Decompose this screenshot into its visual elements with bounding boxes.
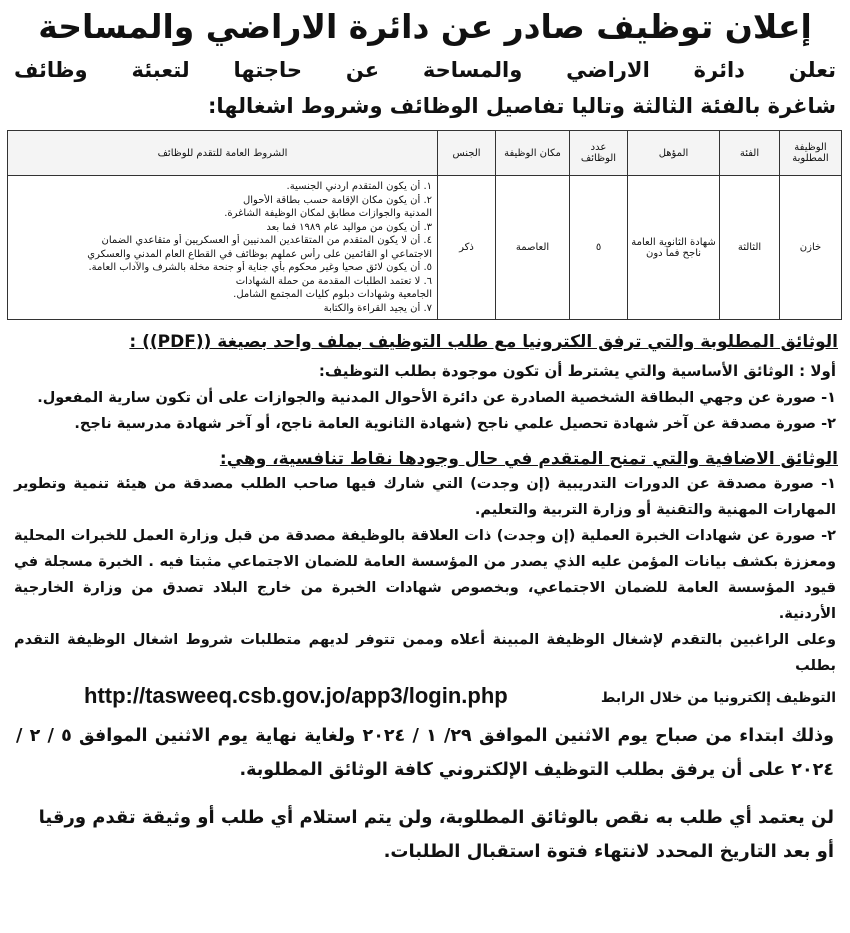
- basic-documents-heading: أولا : الوثائق الأساسية والتي يشترط أن تكون موجودة بطلب التوظيف:: [318, 362, 836, 380]
- table-header-row: [8, 131, 842, 176]
- table-row: [8, 176, 842, 320]
- extra-documents-heading: الوثائق الاضافية والتي تمنح المتقدم في حال وجودها نقاط تنافسية، وهي:: [219, 449, 838, 469]
- header-count: عدد الوظائف: [570, 131, 628, 176]
- condition-line: المدنية والجوازات مطابق لمكان الوظيفة الشاغرة.: [224, 208, 432, 219]
- cell-conditions: [8, 176, 438, 320]
- header-location: مكان الوظيفة: [496, 131, 570, 176]
- cell-count: ٥: [570, 176, 628, 320]
- intro-line-2: شاغرة بالفئة الثالثة وتاليا تفاصيل الوظائف وشروط اشغالها:: [207, 94, 836, 118]
- job-announcement: [0, 6, 850, 933]
- announcement-title: إعلان توظيف صادر عن دائرة الاراضي والمساحة: [38, 7, 812, 46]
- header-category: الفئة: [720, 131, 780, 176]
- condition-line: ٧. أن يجيد القراءة والكتابة: [323, 302, 432, 314]
- condition-line: ٣. أن يكون من مواليد عام ١٩٨٩ فما بعد: [266, 221, 432, 233]
- cell-qualification: شهادة الثانوية العامة ناجح فما دون: [628, 176, 720, 320]
- condition-line: ٤. أن لا يكون المتقدم من المتقاعدين المدنيين أو العسكريين أو متقاعدي الضمان: [101, 235, 432, 246]
- final-notice: لن يعتمد أي طلب به نقص بالوثائق المطلوبة، ولن يتم استلام أي طلب أو وثيقة تقدم ورقيا أو بعد التاريخ المحدد لانتهاء فتوة استقبال الطلبات.: [38, 807, 834, 862]
- apply-text: وعلى الراغبين بالتقدم لإشغال الوظيفة المبينة أعلاه وممن تتوفر لديهم متطلبات شروط اشغال الوظيفة التقدم بطلب: [14, 632, 836, 674]
- documents-heading: الوثائق المطلوبة والتي ترفق الكترونيا مع طلب التوظيف بملف واحد بصيغة ((PDF)) :: [129, 332, 838, 352]
- header-job: الوظيفة المطلوبة: [780, 131, 842, 176]
- jobs-table: [7, 130, 842, 320]
- condition-line: ٥. أن يكون لائق صحيا وغير محكوم بأي جناية أو جنحة مخلة بالشرف والآداب العامة.: [88, 262, 432, 273]
- basic-document-item: ١- صورة عن وجهي البطاقة الشخصية الصادرة عن دائرة الأحوال المدنية والجوازات على أن تكون سارية المفعول.: [37, 390, 836, 406]
- application-dates: وذلك ابتداء من صباح يوم الاثنين الموافق ٢٩/ ١ / ٢٠٢٤ ولغاية نهاية يوم الاثنين الموافق ٥ / ٢ / ٢٠٢٤ على أن يرفق بطلب التوظيف الإلكتروني كافة الوثائق المطلوبة.: [16, 726, 835, 780]
- cell-location: العاصمة: [496, 176, 570, 320]
- extra-document-item: ٢- صورة عن شهادات الخبرة العملية (إن وجدت) ذات العلاقة بالوظيفة مصدقة من قبل وزارة العمل للخبرات المحلية ومعززة بكشف بيانات المؤمن عليه الذي يصدر من المؤسسة العامة للضمان الاجتماعي مثبتا فيه . الخبرة مسجلة في قيود المؤسسة العامة للضمان الاجتماعي، وبخصوص شهادات الخبرة من خارج البلاد تصدق من وزارة الخارجية الأردنية.: [14, 528, 836, 622]
- condition-line: ٢. أن يكون مكان الإقامة حسب بطاقة الأحوال: [242, 194, 432, 206]
- intro-line-1: تعلن دائرة الاراضي والمساحة عن حاجتها لتعبئة وظائف: [14, 58, 836, 82]
- condition-line: الاجتماعي او القائمين على رأس عملهم بوظائف في القطاع العام المدني والعسكري: [87, 248, 432, 260]
- application-url-link[interactable]: http://tasweeq.csb.gov.jo/app3/login.php: [84, 683, 508, 708]
- basic-document-item: ٢- صورة مصدقة عن آخر شهادة تحصيل علمي ناجح (شهادة الثانوية العامة ناجح، أو آخر شهادة مدرسية ناجح.: [74, 416, 836, 432]
- cell-job: خازن: [780, 176, 842, 320]
- header-gender: الجنس: [438, 131, 496, 176]
- apply-link-row: [14, 679, 836, 713]
- apply-via-label: التوظيف إلكترونيا من خلال الرابط: [600, 690, 836, 706]
- header-qualification: المؤهل: [628, 131, 720, 176]
- header-conditions: الشروط العامة للتقدم للوظائف: [8, 131, 438, 176]
- cell-category: الثالثة: [720, 176, 780, 320]
- cell-gender: ذكر: [438, 176, 496, 320]
- condition-line: الجامعية وشهادات دبلوم كليات المجتمع الشامل.: [233, 289, 432, 300]
- condition-line: ٦. لا تعتمد الطلبات المقدمة من حملة الشهادات: [235, 275, 432, 287]
- extra-document-item: ١- صورة مصدقة عن الدورات التدريبية (إن وجدت) التي شارك فيها صاحب الطلب مصدقة من هيئة تنمية وتطوير المهارات المهنية والتقنية أو وزارة التربية والتعليم.: [14, 476, 836, 518]
- condition-line: ١. أن يكون المتقدم اردني الجنسية.: [286, 181, 432, 192]
